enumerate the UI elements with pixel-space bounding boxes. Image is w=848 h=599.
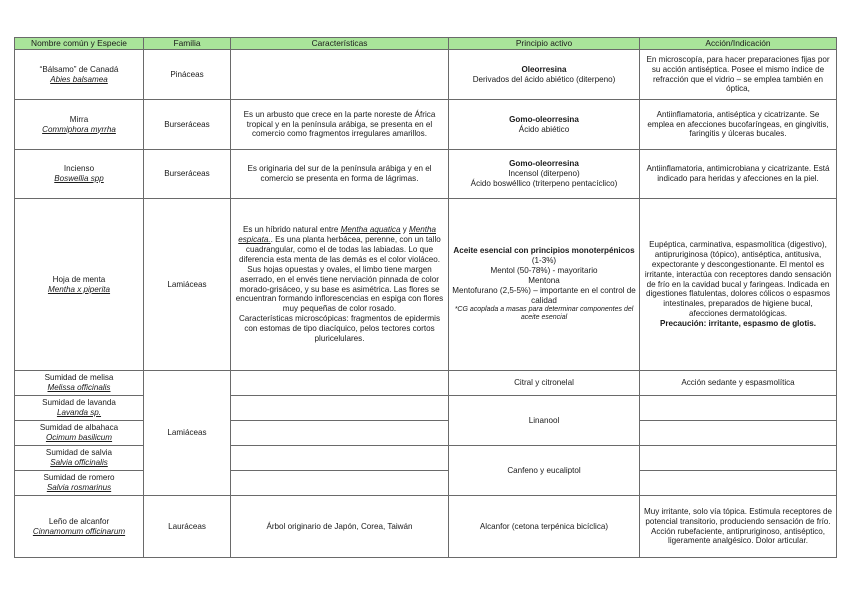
principle-cell: Alcanfor (cetona terpénica bicíclica) <box>449 496 640 558</box>
species-name: Cinnamomum officinarum <box>32 526 126 536</box>
species-name: Melissa officinalis <box>47 383 111 392</box>
features-cell <box>231 371 449 396</box>
name-cell <box>15 421 144 446</box>
species-name: Abies balsamea <box>50 74 108 84</box>
table-row <box>15 446 837 471</box>
action-cell <box>640 471 837 496</box>
name-cell <box>15 496 144 558</box>
features-y: y <box>402 225 407 235</box>
common-name: Sumidad de albahaca <box>39 423 119 433</box>
name-cell <box>15 471 144 496</box>
features-cell <box>231 396 449 421</box>
principle-note: *CG acoplada a masas para determinar componentes del aceite esencial <box>454 305 634 322</box>
features-cell <box>231 446 449 471</box>
common-name: Mirra <box>69 114 89 124</box>
common-name: “Bálsamo” de Canadá <box>39 64 119 74</box>
action-cell: Acción sedante y espasmolítica <box>640 371 837 396</box>
name-cell <box>15 50 144 100</box>
table-row <box>15 199 837 371</box>
family-cell: Burseráceas <box>144 100 231 150</box>
action-cell: En microscopía, para hacer preparaciones fijas por su acción antiséptica. Posee el mismo índice de refracción que el vidrio – se emplea también en óptica, <box>640 50 837 100</box>
action-cell <box>640 421 837 446</box>
table-row <box>15 371 837 396</box>
family-cell: Lamiáceas <box>144 199 231 371</box>
action-cell <box>640 446 837 471</box>
features-cell <box>231 199 449 371</box>
action-warning: Precaución: irritante, espasmo de glotis. <box>659 319 817 328</box>
species-name: Ocimum basilicum <box>45 433 113 442</box>
action-text: Eupéptica, carminativa, espasmolítica (digestivo), antipruriginosa (tópico), antiséptica, antitusiva, expectorante y descongestionante. El mentol es irritante, interactúa con receptores dando sensación de frío en la cavidad bucal y faringeas. Indicada en digestiones flatulentas, dolores cólicos o espasmos intestinales, preparados de higiene bucal, afecciones dermatológicas. <box>644 240 832 319</box>
principle-bold: Oleorresina <box>521 64 567 74</box>
table-row <box>15 496 837 558</box>
header-features: Características <box>231 38 449 50</box>
common-name: Sumidad de romero <box>43 473 115 483</box>
common-name: Sumidad de salvia <box>45 448 113 458</box>
species-name: Mentha x piperita <box>47 284 111 294</box>
common-name: Leño de alcanfor <box>48 516 110 526</box>
principle-cell <box>449 50 640 100</box>
principle-cell: Citral y citronelal <box>449 371 640 396</box>
principle-cell: Linanool <box>449 396 640 446</box>
species-name: Commiphora myrrha <box>42 124 116 134</box>
principle-bold: Gomo-oleorresina <box>509 114 579 124</box>
features-cell <box>231 471 449 496</box>
principle-cell: Canfeno y eucaliptol <box>449 446 640 496</box>
common-name: Sumidad de lavanda <box>42 398 116 408</box>
action-cell: Antiinflamatoria, antimicrobiana y cicatrizante. Está indicado para heridas y afecciones en la piel. <box>640 150 837 199</box>
species-name: Salvia rosmarinus <box>46 483 112 492</box>
common-name: Incienso <box>63 164 95 174</box>
common-name: Hoja de menta <box>52 274 106 284</box>
features-cell <box>231 421 449 446</box>
principle-line: Ácido boswéllico (triterpeno pentacíclico) <box>470 178 618 188</box>
name-cell <box>15 396 144 421</box>
principle-line: Mentona <box>528 275 560 285</box>
principle-cell <box>449 199 640 371</box>
table-row <box>15 50 837 100</box>
principle-cell <box>449 100 640 150</box>
features-micro: Características microscópicas: fragmentos de epidermis con estomas de tipo diacíquico, pelos tectores cortos pluricelulares. <box>238 314 441 343</box>
header-principle: Principio activo <box>449 38 640 50</box>
name-cell <box>15 100 144 150</box>
principle-line: Mentofurano (2,5-5%) – importante en el control de calidad <box>452 285 636 305</box>
name-cell <box>15 446 144 471</box>
family-cell: Lauráceas <box>144 496 231 558</box>
features-intro: Es un híbrido natural entre <box>242 225 339 235</box>
action-cell <box>640 199 837 371</box>
name-cell <box>15 150 144 199</box>
header-family: Familia <box>144 38 231 50</box>
species-name: Salvia officinalis <box>50 458 108 467</box>
header-name: Nombre común y Especie <box>15 38 144 50</box>
principle-cell <box>449 150 640 199</box>
species-name: Lavanda sp. <box>56 408 102 417</box>
herbal-table <box>14 37 837 558</box>
action-cell: Antiinflamatoria, antiséptica y cicatrizante. Se emplea en afecciones bucofaríngeas, en gingivitis, faringitis y úlceras bucales. <box>640 100 837 150</box>
table-row <box>15 150 837 199</box>
principle-line: Incensol (diterpeno) <box>508 169 580 179</box>
species-ref: Mentha espicata. <box>238 225 437 245</box>
principle-text: Derivados del ácido abiético (diterpeno) <box>472 74 616 84</box>
action-cell <box>640 396 837 421</box>
species-name: Boswellia spp <box>54 174 104 183</box>
header-action: Acción/Indicación <box>640 38 837 50</box>
table-row <box>15 421 837 446</box>
principle-line: Mentol (50-78%) - mayoritario <box>490 266 598 276</box>
family-cell: Lamiáceas <box>144 371 231 496</box>
table-row <box>15 471 837 496</box>
species-ref: Mentha aquatica <box>340 225 401 235</box>
principle-bold: Gomo-oleorresina <box>509 159 579 169</box>
principle-text: Ácido abiético <box>518 124 570 134</box>
features-rest: . Es una planta herbácea, perenne, con un tallo cuadrangular, como el de todas las labiadas. Lo que diferencia esta menta de las demás es el color violáceo. Sus hojas opuestas y ovales, el limbo tiene margen aserrado, en el envés tiene nerviación pinnada de color morado-grisáceo, y su base es asimétrica. Las flores se encuentran formando inflorescencias en espiga con flores muy pequeñas de color rosado. <box>235 235 444 314</box>
table-row <box>15 100 837 150</box>
features-cell <box>231 50 449 100</box>
family-cell: Burseráceas <box>144 150 231 199</box>
features-cell: Es un arbusto que crece en la parte noreste de África tropical y en la península arábiga, se presenta en el comercio como fragmentos irregulares amarillos. <box>231 100 449 150</box>
family-cell: Pináceas <box>144 50 231 100</box>
name-cell <box>15 371 144 396</box>
header-row <box>15 38 837 50</box>
name-cell <box>15 199 144 371</box>
action-cell: Muy irritante, solo vía tópica. Estimula receptores de potencial transitorio, produciendo sensación de frío. Acción rubefaciente, antipruriginoso, antiséptico, ligeramente analgésico. Dolor articular. <box>640 496 837 558</box>
principle-bold: Aceite esencial con principios monoterpénicos <box>453 246 635 256</box>
features-cell: Es originaria del sur de la península arábiga y en el comercio se presenta en forma de lágrimas. <box>231 150 449 199</box>
common-name: Sumidad de melisa <box>44 373 114 383</box>
principle-pct: (1-3%) <box>531 256 557 266</box>
features-cell: Árbol originario de Japón, Corea, Taiwán <box>231 496 449 558</box>
table-row <box>15 396 837 421</box>
